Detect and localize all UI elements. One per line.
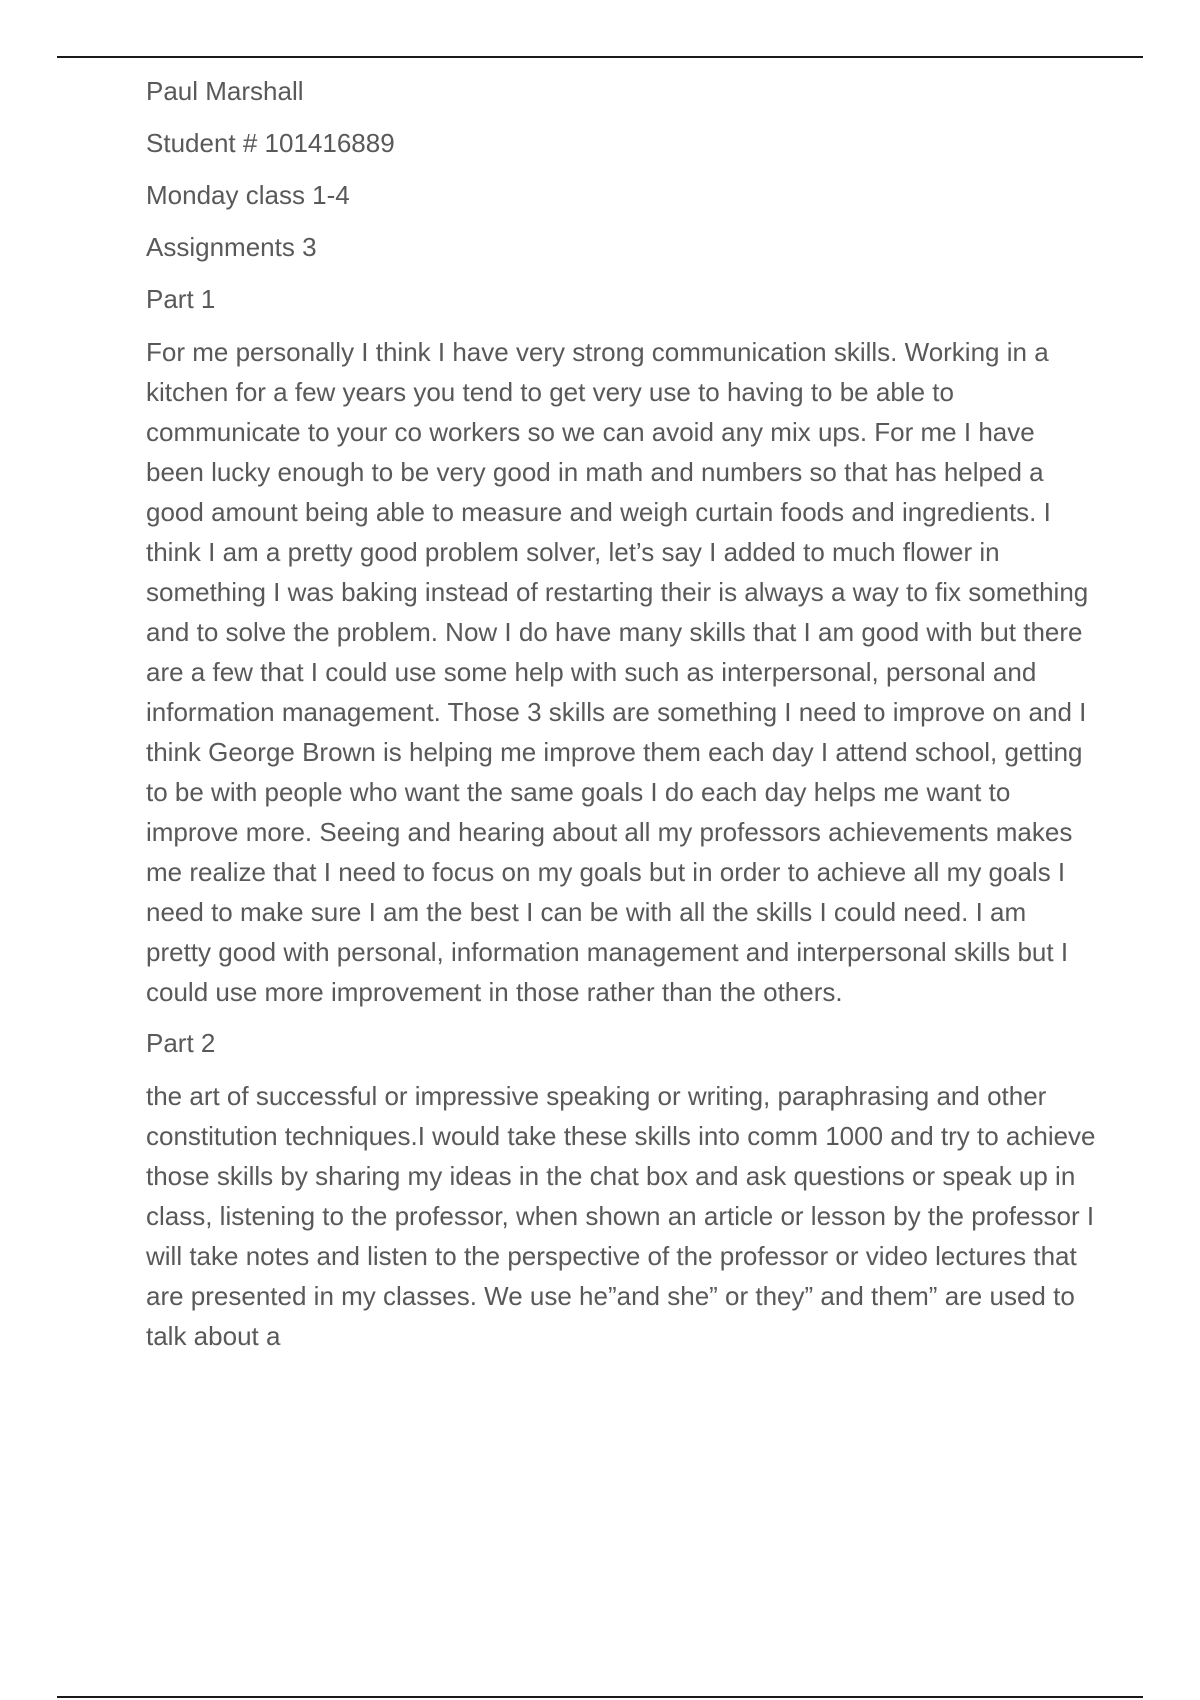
top-divider bbox=[57, 56, 1143, 58]
assignment-title: Assignments 3 bbox=[146, 232, 317, 262]
part1-heading: Part 1 bbox=[146, 284, 216, 314]
student-number: Student # 101416889 bbox=[146, 128, 395, 158]
part2-body: the art of successful or impressive speaking or writing, paraphrasing and other constitution techniques.I would take these skills into comm 1000 and try to achieve those skills by sharing my ideas in the chat box and ask questions or speak up in class, listening to the professor, when shown an article or lesson by the professor I will take notes and listen to the perspective of the professor or video lectures that are presented in my classes. We use he”and she” or they” and them” are used to talk about a bbox=[146, 1081, 1096, 1351]
bottom-divider bbox=[57, 1696, 1143, 1698]
part2-heading: Part 2 bbox=[146, 1028, 216, 1058]
class-time: Monday class 1-4 bbox=[146, 180, 350, 210]
document-page bbox=[146, 72, 1096, 1368]
author-name: Paul Marshall bbox=[146, 76, 304, 106]
part1-body: For me personally I think I have very strong communication skills. Working in a kitchen for a few years you tend to get very use to having to be able to communicate to your co workers so we can avoid any mix ups. For me I have been lucky enough to be very good in math and numbers so that has helped a good amount being able to measure and weigh curtain foods and ingredients. I think I am a pretty good problem solver, let’s say I added to much flower in something I was baking instead of restarting their is always a way to fix something and to solve the problem. Now I do have many skills that I am good with but there are a few that I could use some help with such as interpersonal, personal and information management. Those 3 skills are something I need to improve on and I think George Brown is helping me improve them each day I attend school, getting to be with people who want the same goals I do each day helps me want to improve more. Seeing and hearing about all my professors achievements makes me realize that I need to focus on my goals but in order to achieve all my goals I need to make sure I am the best I can be with all the skills I could need. I am pretty good with personal, information management and interpersonal skills but I could use more improvement in those rather than the others. bbox=[146, 337, 1089, 1007]
